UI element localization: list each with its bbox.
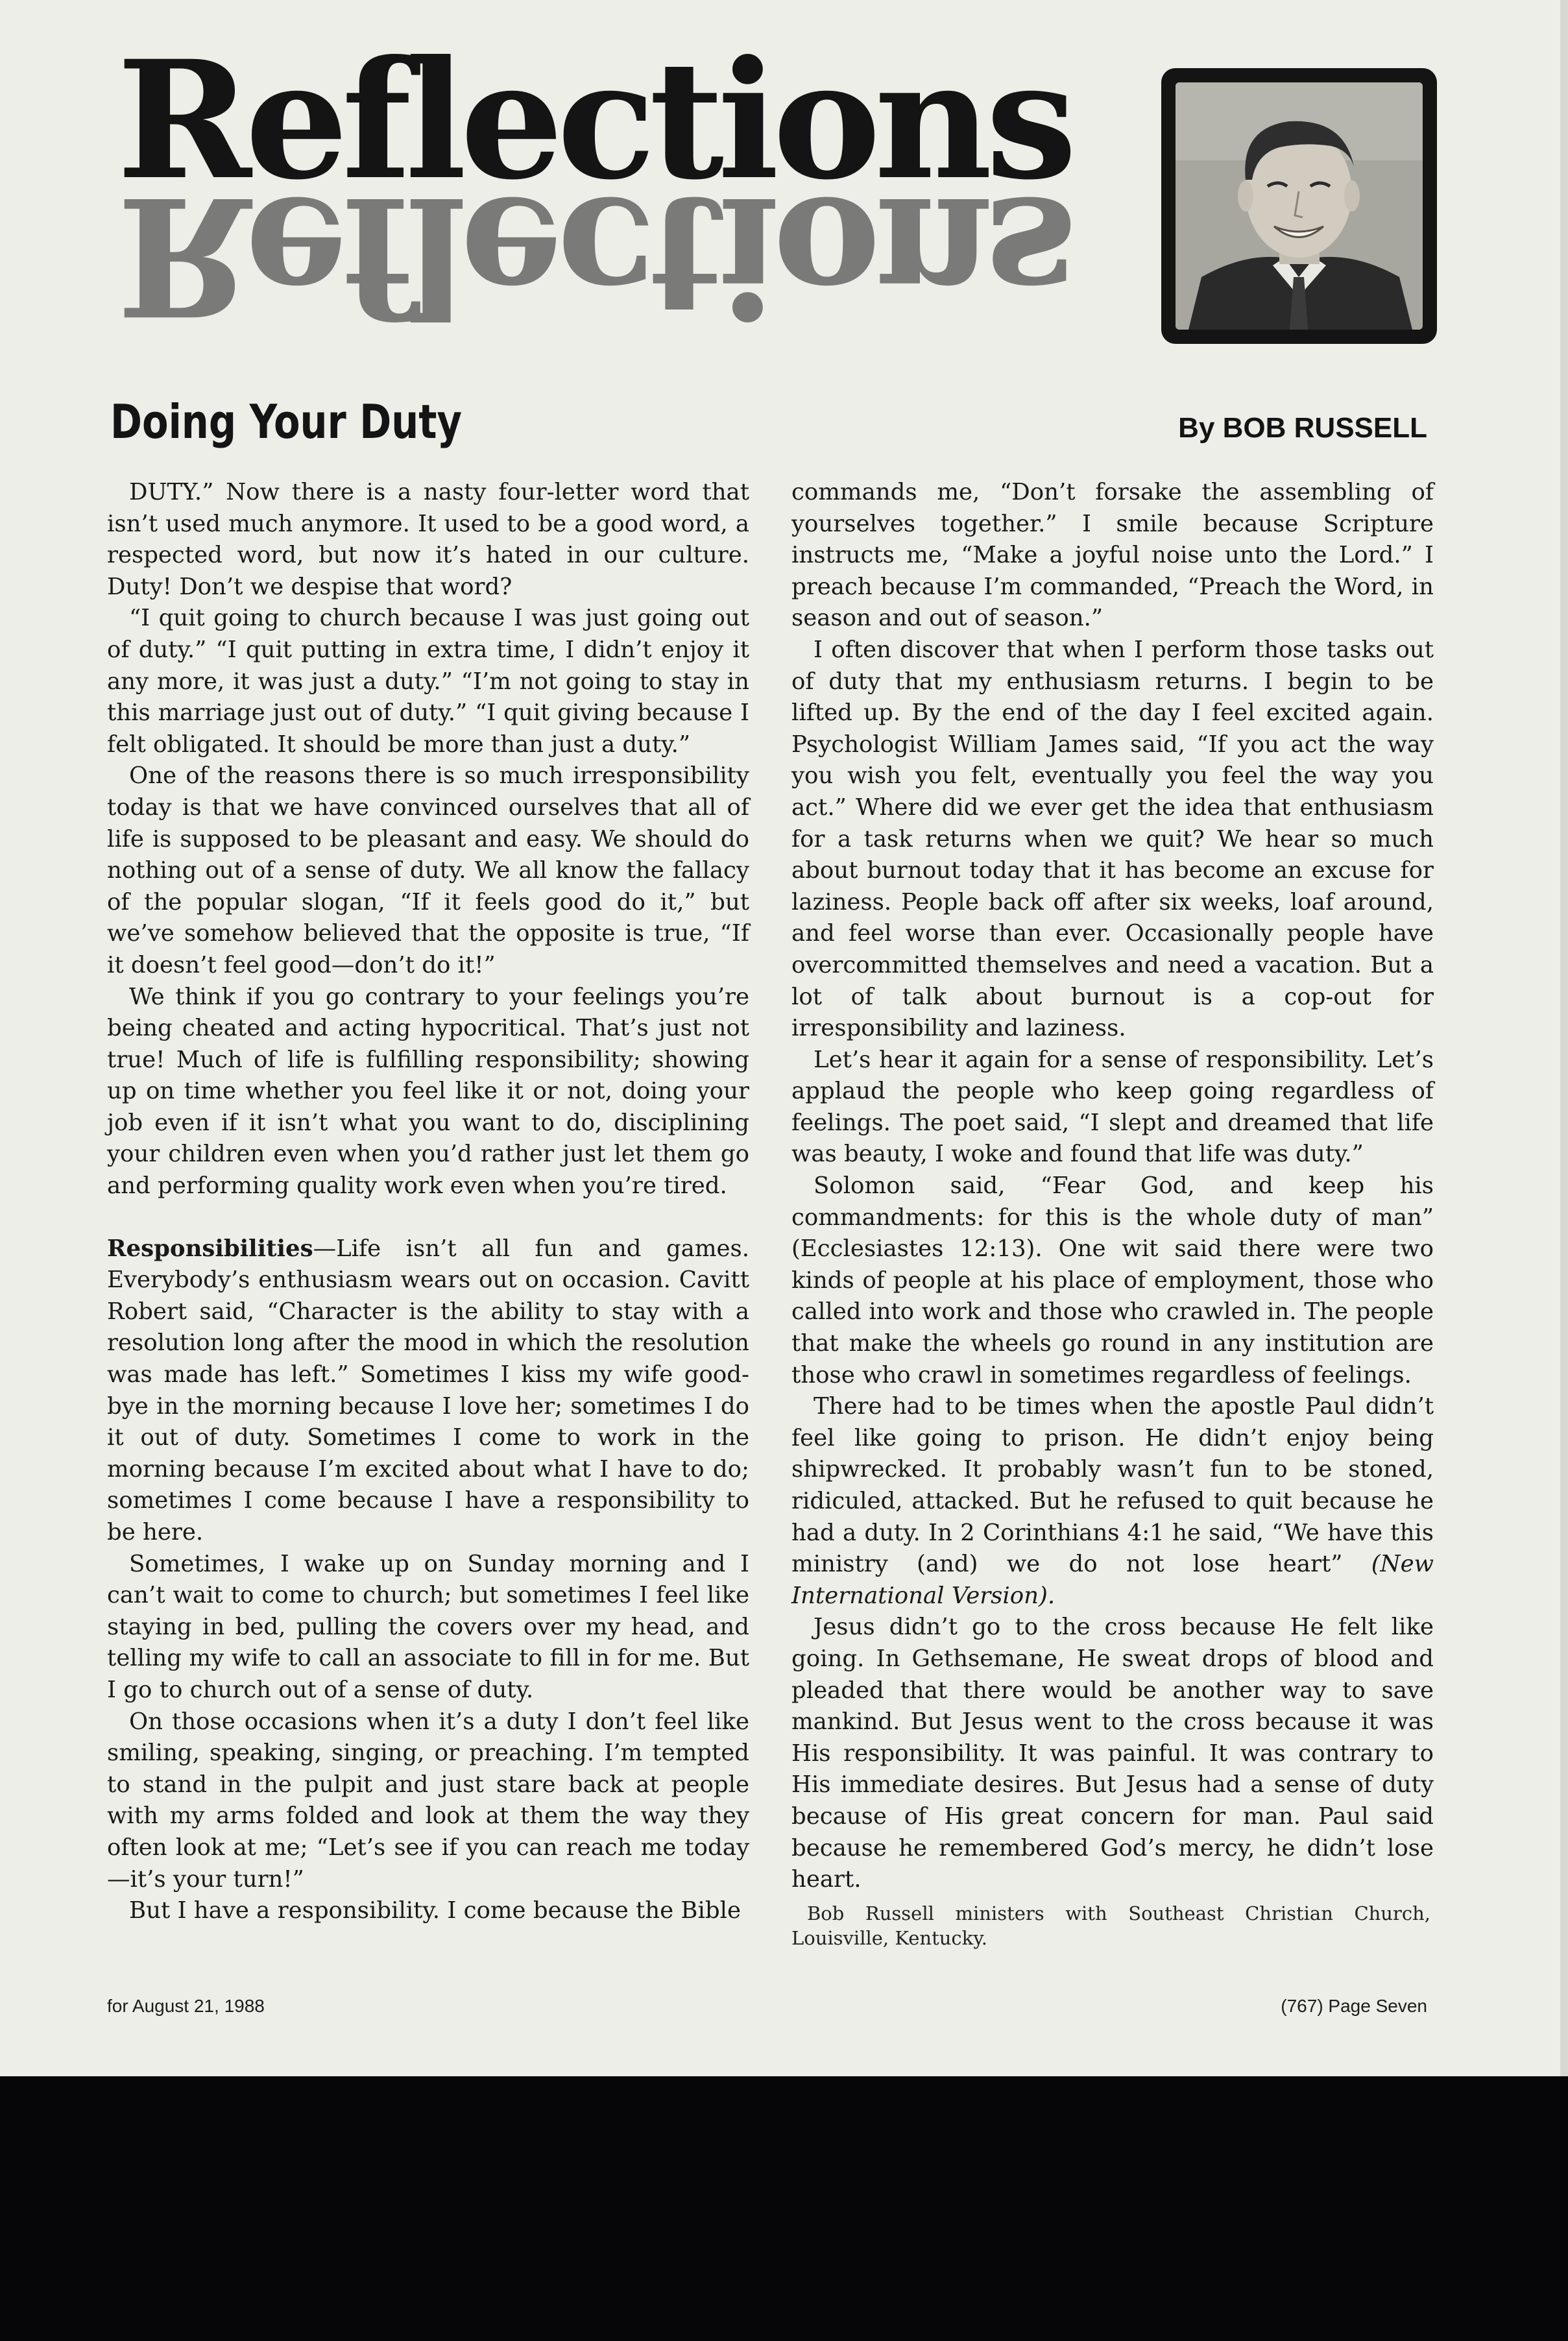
paragraph: We think if you go contrary to your feelings you’re being cheated and acting hypocritical. That’s just not true! Much of life is fulfilling responsibility; showing up on time whether you feel like it or not, doing your job even if it isn’t what you want to do, disciplining your children even when you’d rather just let them go and performing quality work even when you’re tired. (107, 983, 749, 1200)
section-runin-head: Responsibilities (107, 1235, 313, 1262)
paragraph: commands me, “Don’t forsake the assembling of yourselves together.” I smile because Scripture instructs me, “Make a joyful noise unto the Lord.” I preach because I’m commanded, “Preach the Word, in season and out of season.” (791, 479, 1434, 632)
footer-issue-date: for August 21, 1988 (107, 1996, 265, 2016)
author-bio-note: Bob Russell ministers with Southeast Christian Church, Louisville, Kentucky. (791, 1902, 1430, 1949)
article-title: Doing Your Duty (110, 394, 463, 449)
article-column-right (791, 477, 1434, 1896)
section-paragraph (107, 1233, 749, 1549)
paragraph: But I have a responsibility. I come because the Bible (129, 1897, 741, 1924)
paragraph: Let’s hear it again for a sense of responsibility. Let’s applaud the people who keep going regardless of feelings. The poet said, “I slept and dreamed that life was beauty, I woke and found that life was duty.” (791, 1046, 1434, 1168)
paragraph: “I quit going to church because I was just going out of duty.” “I quit putting in extra time, I didn’t enjoy it any more, it was just a duty.” “I’m not going to stay in this marriage just out of duty.” “I quit giving because I felt obligated. It should be more than just a duty.” (107, 605, 749, 758)
author-photo (1161, 68, 1437, 344)
paragraph: Jesus didn’t go to the cross because He felt like going. In Gethsemane, He sweat drops of blood and pleaded that there would be another way to save mankind. But Jesus went to the cross because it was His responsibility. It was painful. It was contrary to His immediate desires. But Jesus had a sense of duty because of His great concern for man. Paul said because he remembered God’s mercy, he didn’t lose heart. (791, 1614, 1434, 1893)
paragraph: One of the reasons there is so much irresponsibility today is that we have convinced ourselves that all of life is supposed to be pleasant and easy. We should do nothing out of a sense of duty. We all know the fallacy of the popular slogan, “If it feels good do it,” but we’ve somehow believed that the opposite is true, “If it doesn’t feel good—don’t do it!” (107, 762, 749, 978)
background-surface (0, 2076, 1568, 2341)
paragraph-text: There had to be times when the apostle Paul didn’t feel like going to prison. He didn’t enjoy being shipwrecked. It probably wasn’t fun to be stoned, ridiculed, attacked. But he refused to quit because he had a duty. In 2 Corinthians 4:1 he said, “We have this ministry (and) we do not lose heart” (791, 1393, 1434, 1578)
paragraph: Sometimes, I wake up on Sunday morning and I can’t wait to come to church; but sometimes I feel like staying in bed, pulling the covers over my head, and telling my wife to call an associate to fill in for me. But I go to church out of a sense of duty. (107, 1550, 749, 1703)
section-text: —Life isn’t all fun and games. Everybody’s enthusiasm wears out on occasion. Cavitt Robert said, “Character is the ability to stay with a resolution long after the mood in which the resolution was made has left.” Sometimes I kiss my wife good-bye in the morning because I love her; sometimes I do it out of duty. Sometimes I come to work in the morning because I’m excited about what I have to do; sometimes I come because I have a responsibility to be here. (107, 1235, 749, 1546)
paragraph: DUTY.” Now there is a nasty four-letter word that isn’t used much anymore. It used to be a good word, a respected word, but now it’s hated in our culture. Duty! Don’t we despise that word? (107, 479, 749, 600)
page-edge (1560, 0, 1568, 2076)
paragraph (791, 1391, 1434, 1612)
paragraph: On those occasions when it’s a duty I don’t feel like smiling, speaking, singing, or preaching. I’m tempted to stand in the pulpit and just stare back at people with my arms folded and look at them the way they often look at me; “Let’s see if you can reach me today—it’s your turn!” (107, 1708, 749, 1893)
byline: By BOB RUSSELL (1178, 412, 1427, 444)
author-portrait (1176, 82, 1423, 330)
footer-page-number: (767) Page Seven (1281, 1996, 1427, 2016)
column-banner-title: Reflections (117, 25, 1071, 215)
paragraph: Solomon said, “Fear God, and keep his commandments: for this is the whole duty of man” (Ecclesiastes 12:13). One wit said there were two kinds of people at his place of employment, those who called into work and those who crawled in. The people that make the wheels go round in any institution are those who crawl in sometimes regardless of feelings. (791, 1172, 1434, 1389)
citation-italic: (New International Version). (791, 1551, 1434, 1609)
article-column-left (107, 477, 749, 1927)
column-banner-reflection: Reflections (117, 161, 1071, 352)
paragraph: I often discover that when I perform those tasks out of duty that my enthusiasm returns. I begin to be lifted up. By the end of the day I feel excited again. Psychologist William James said, “If you act the way you wish you felt, eventually you feel the way you act.” Where did we ever get the idea that enthusiasm for a task returns when we quit? We hear so much about burnout today that it has become an excuse for laziness. People back off after six weeks, loaf around, and feel worse than ever. Occasionally people have overcommitted themselves and need a vacation. But a lot of talk about burnout is a cop-out for irresponsibility and laziness. (791, 636, 1434, 1042)
